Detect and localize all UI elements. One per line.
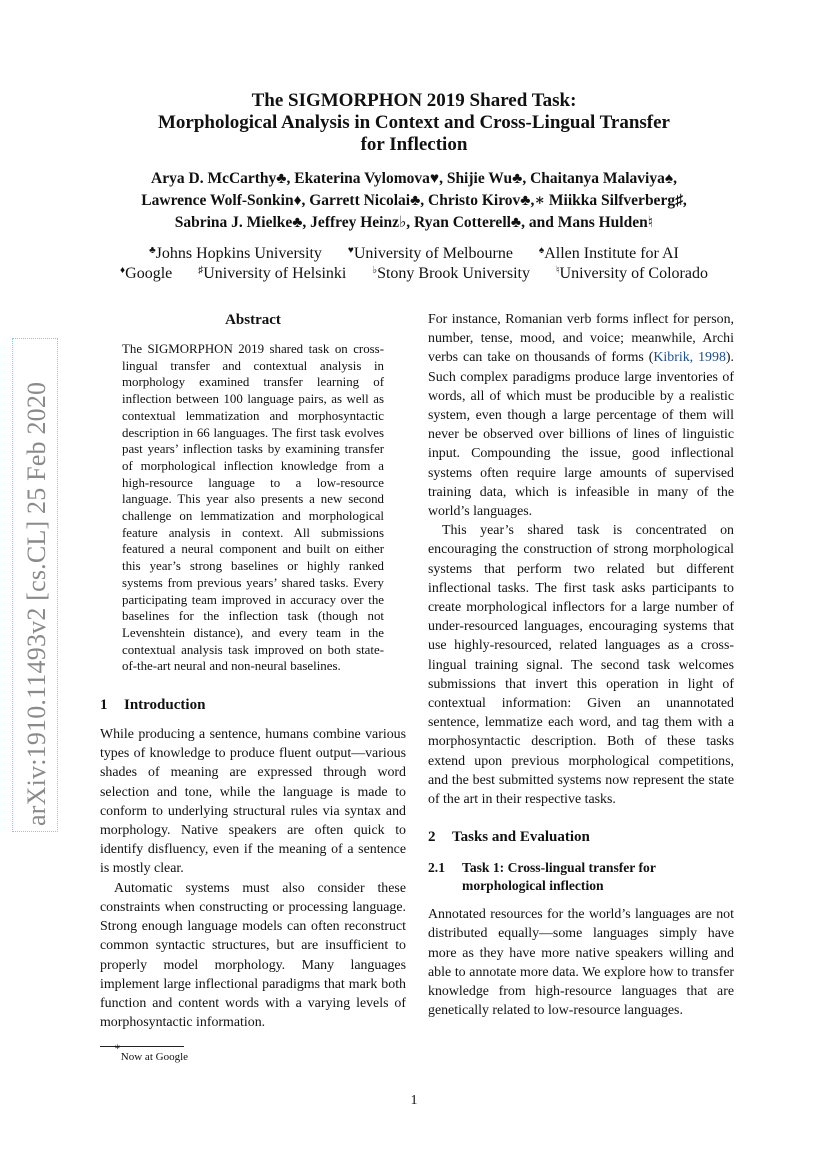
intro-paragraph-1: While producing a sentence, humans combine various types of knowledge to produce fluent output—various shades of meaning are expressed through word selection and tone, while the language is made to conform to underlying structural rules via syntax and morphology. Native speakers are often quick to identify disfluency, even if the meaning of a sentence is mostly clear. [100, 727, 406, 877]
abstract-heading: Abstract [225, 312, 281, 328]
subsection-number: 2.1 [428, 860, 445, 876]
affiliations-row-2 [100, 264, 728, 284]
affiliation-allen [539, 244, 679, 264]
affiliation-jhu [149, 244, 322, 264]
affiliation-melbourne [348, 244, 513, 264]
paragraph-text: For instance, Romanian verb forms inflect for person, number, tense, mood, and voice; meanwhile, Archi verbs can take on thousands of forms ( [428, 312, 734, 366]
affiliation-name: Stony Brook University [377, 265, 530, 282]
affiliation-google [120, 264, 172, 284]
club-icon: ♣ [149, 245, 156, 256]
left-column [100, 310, 406, 1032]
abstract-text: The SIGMORPHON 2019 shared task on cross-lingual transfer and contextual analysis in morphology examined transfer learning of inflection between 100 language pairs, as well as contextual lemmatization and morphosyntactic description in 66 languages. The first task evolves past years’ inflection tasks by examining transfer of morphological inflection knowledge from a high-resource language to a low-resource language. This year also presents a new second challenge on lemmatization and morphological feature analysis in context. All submissions featured a neural component and built on either this year’s strong baselines or highly ranked systems from previous years’ shared tasks. Every participating team improved in accuracy over the baselines for the inflection task (though not Levenshtein distance), and every team in the contextual analysis task improved on both state-of-the-art neural and non-neural baselines. [122, 342, 384, 674]
task1-paragraph-1: Annotated resources for the world’s languages are not distributed equally—some languages simply have more as they have more native speakers willing and able to annotate more data. We explore how to transfer knowledge from high-resource languages that are genetically related to low-resource languages. [428, 907, 734, 1019]
affiliations-row-1 [100, 244, 728, 264]
subsection-task1-heading [428, 859, 734, 895]
right-paragraph-1 [428, 310, 734, 521]
heart-icon: ♥ [347, 245, 354, 256]
affiliation-name: University of Melbourne [353, 245, 513, 262]
footnote-rule [100, 1046, 184, 1047]
spade-icon: ♠ [538, 245, 545, 256]
paper-title [100, 90, 728, 156]
subsection-title [462, 859, 656, 895]
sharp-icon: ♯ [198, 265, 204, 276]
section-introduction-heading [100, 695, 406, 715]
section-title: Introduction [124, 697, 206, 714]
authors-line-1: Arya D. McCarthy♣, Ekaterina Vylomova♥, Shijie Wu♣, Chaitanya Malaviya♠, [151, 170, 677, 187]
affiliation-name: Johns Hopkins University [155, 245, 322, 262]
intro-paragraph-2: Automatic systems must also consider these constraints when constructing or processing language. Strong enough language models can often reconstruct common syntactic structures, but are insufficient to properly model morphology. Many languages implement large inflectional paradigms that mark both function and content words with a varying levels of morphosyntactic information. [100, 880, 406, 1031]
affiliation-name: Google [125, 265, 173, 282]
paragraph-text: ). Such complex paradigms produce large inventories of words, all of which must be producible by a realistic system, even though a large percentage of them will never be observed over billions of lines of linguistic input. Compounding the issue, good inflectional systems often require large amounts of supervised training data, which is infeasible in many of the world’s languages. [428, 350, 734, 520]
flat-icon: ♭ [372, 265, 378, 276]
right-paragraph-2: This year’s shared task is concentrated on encouraging the construction of strong morphological systems that perform two related but different inflectional tasks. The first task asks participants to create morphological inflectors for a large number of under-resourced languages, encouraging systems that use highly-resourced, related languages as a cross-lingual training signal. The second task welcomes submissions that invert this operation in light of contextual information: Given an unannotated sentence, lemmatize each word, and tag them with a morphosyntactic description. Both of these tasks extend upon previous morphological competitions, and the best submitted systems now represent the state of the art in their respective tasks. [428, 523, 734, 808]
footnote-mark: ∗ [114, 1042, 121, 1054]
section-number: 2 [428, 829, 436, 846]
title-line-2: Morphological Analysis in Context and Cross-Lingual Transfer [157, 112, 670, 133]
title-line-1: The SIGMORPHON 2019 Shared Task: [251, 90, 577, 111]
section-tasks-heading [428, 827, 734, 847]
authors-line-2: Lawrence Wolf-Sonkin♦, Garrett Nicolai♣, Christo Kirov♣,∗ Miikka Silfverberg♯, [141, 192, 687, 209]
subsection-title-line-1: Task 1: Cross-lingual transfer for [462, 860, 656, 876]
title-line-3: for Inflection [360, 134, 468, 155]
affiliation-stony-brook [372, 264, 530, 284]
affiliation-name: University of Helsinki [203, 265, 347, 282]
authors-line-3: Sabrina J. Mielke♣, Jeffrey Heinz♭, Ryan Cotterell♣, and Mans Hulden♮ [174, 214, 654, 231]
affiliation-name: Allen Institute for AI [544, 245, 679, 262]
section-number: 1 [100, 697, 108, 714]
diamond-icon: ♦ [120, 265, 126, 276]
citation-link-kibrik[interactable]: Kibrik, 1998 [653, 350, 726, 366]
natural-icon: ♮ [555, 265, 560, 276]
affiliations [100, 244, 728, 284]
footnote-text: Now at Google [120, 1051, 189, 1063]
right-column [428, 310, 734, 1021]
page-number: 1 [410, 1093, 418, 1108]
subsection-title-line-2: morphological inflection [462, 878, 604, 894]
arxiv-identifier[interactable]: arXiv:1910.11493v2 [cs.CL] 25 Feb 2020 [22, 381, 51, 826]
affiliation-name: University of Colorado [559, 265, 708, 282]
affiliation-colorado [556, 264, 708, 284]
section-title: Tasks and Evaluation [452, 829, 590, 846]
footnote [114, 1042, 189, 1064]
affiliation-helsinki [198, 264, 346, 284]
author-list [100, 168, 728, 234]
